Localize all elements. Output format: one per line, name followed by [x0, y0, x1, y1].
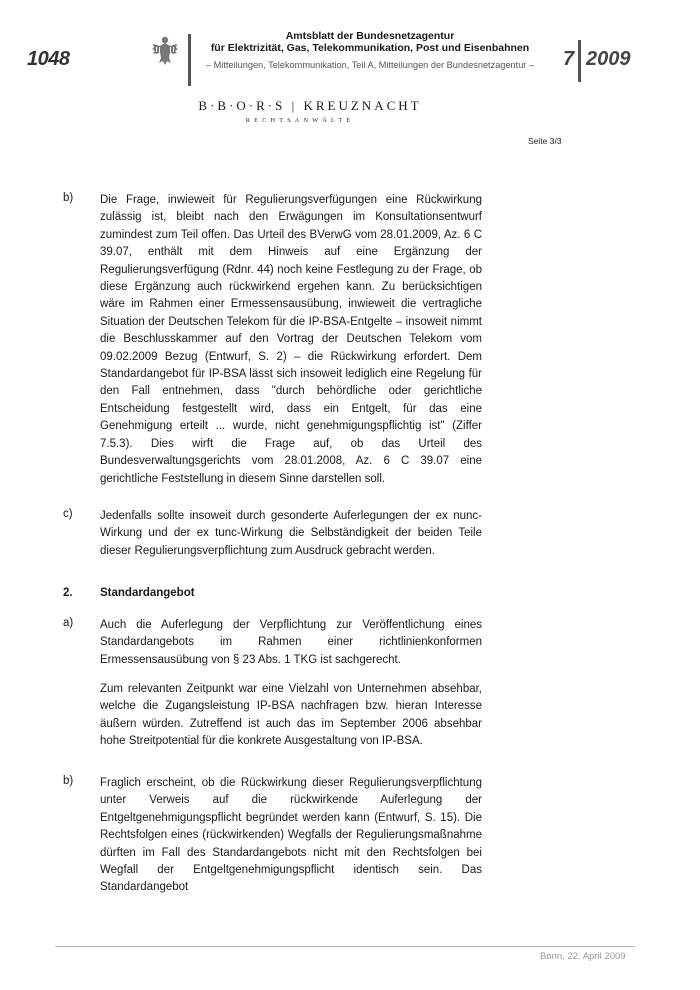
header-divider — [188, 34, 191, 86]
item-marker: b) — [63, 192, 74, 204]
publisher-subtitle: für Elektrizität, Gas, Telekommunikation, Post und Eisenbahnen — [210, 42, 530, 54]
section-title: Standardangebot — [100, 587, 195, 599]
item-marker: b) — [63, 775, 74, 787]
page-number: 1048 — [27, 48, 70, 70]
publisher-title: Amtsblatt der Bundesnetzagentur — [285, 30, 455, 42]
footer-date: Bonn, 22. April 2009 — [540, 951, 626, 962]
paragraph-standard-offer: Auch die Auferlegung der Verpflichtung zur Veröffentlichung eines Standardangebots im Rahmen einer richtlinienkonformen Ermessensausübung von § 23 Abs. 1 TKG ist sachgerecht. — [100, 619, 482, 666]
paragraph-legal-consequences: Fraglich erscheint, ob die Rückwirkung dieser Regulierungsverpflichtung unter Verweis auf die rückwirkende Auferlegung der Entgeltgenehmigungspflicht begründet werden kann (Entwurf, S. 15). Die Rechtsfolgen eines (rückwirkenden) Wegfalls der Regulierungsmaßnahme dürften im Fall des Standardangebots nicht mit den Rechtsfolgen bei Wegfall der Entgeltgenehmigungspflicht identisch sein. Das Standardangebot — [100, 777, 482, 894]
paragraph-separate-obligations: Jedenfalls sollte insoweit durch gesonderte Auferlegungen der ex nunc-Wirkung und der ex tunc-Wirkung die Selbständigkeit der beiden Teile dieser Regulierungsverpflichtung zum Ausdruck gebracht werden. — [100, 510, 482, 557]
issue-divider — [578, 40, 581, 82]
law-firm-name: B·B·O·R·S | KREUZNACHT — [198, 98, 422, 113]
footer-divider — [55, 946, 635, 947]
issue-year: 2009 — [586, 48, 631, 70]
page-label: Seite 3/3 — [528, 136, 562, 146]
section-number: 2. — [63, 587, 73, 599]
issue-number: 7 — [563, 48, 575, 70]
publisher-section: – Mitteilungen, Telekommunikation, Teil A, Mitteilungen der Bundesnetzagentur – — [205, 60, 535, 70]
federal-eagle-icon — [150, 34, 180, 66]
paragraph-retroactivity: Die Frage, inwieweit für Regulierungsverfügungen eine Rückwirkung zulässig ist, bleibt nach den Erwägungen im Konsultationsentwurf zumindest zum Teil offen. Das Urteil des BVerwG vom 28.01.2009, Az. 6 C 39.07, enthält mit dem Hinweis auf eine Ergänzung der Regulierungsverfügung (Rdnr. 44) noch keine Festlegung zu der Frage, ob diese Ergänzung auch rückwirkend ergehen kann. Zu berücksichtigen wäre im Rahmen einer Ermessensausübung, inwieweit die vertragliche Situation der Deutschen Telekom für die IP-BSA-Entgelte – insoweit nimmt die Beschlusskammer auf den Vortrag der Deutschen Telekom vom 09.02.2009 Bezug (Entwurf, S. 2) – die Rückwirkung erfordert. Dem Standardangebot für IP-BSA lässt sich insoweit lediglich eine Regelung für den Fall entnehmen, dass "durch behördliche oder gerichtliche Entscheidung festgestellt wird, dass ein Entgelt, für das eine Genehmigung erteilt ... wurde, nicht genehmigungspflichtig ist" (Ziffer 7.5.3). Dies wirft die Frage auf, ob das Urteil des Bundesverwaltungsgerichts vom 28.01.2008, Az. 6 C 39.07 eine gerichtliche Feststellung in diesem Sinne darstellen soll. — [100, 194, 482, 485]
paragraph-demand: Zum relevanten Zeitpunkt war eine Vielzahl von Unternehmen absehbar, welche die Zugangsleistung IP-BSA nachfragen bzw. hieran Interesse äußern würden. Zutreffend ist auch das im September 2006 absehbar hohe Streitpotential für die konkrete Ausgestaltung von IP-BSA. — [100, 683, 482, 748]
item-marker: a) — [63, 617, 74, 629]
item-marker: c) — [63, 508, 73, 520]
law-firm-subtitle: RECHTSANWÄLTE — [245, 117, 355, 124]
